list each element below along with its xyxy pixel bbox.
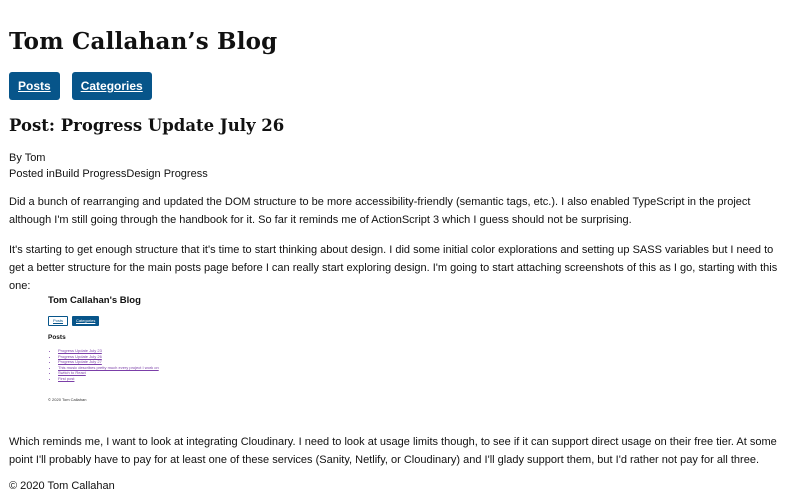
site-title: Tom Callahan’s Blog <box>9 28 278 55</box>
screenshot-list-item: • Progress Update July 23 <box>58 348 159 354</box>
post-title: Post: Progress Update July 26 <box>9 116 285 135</box>
screenshot-site-title: Tom Callahan's Blog <box>48 295 141 306</box>
post-paragraph-3: Which reminds me, I want to look at integrating Cloudinary. I need to look at usage limits though, to see if it can support direct usage on their free tier. At some point I'll probably have to pay for at least one of these services (Sanity, Netlify, or Cloudinary) and I'll glady support them, but I'd rather not pay for all three. <box>9 436 777 466</box>
post-author: By Tom <box>9 152 46 164</box>
screenshot-list-item: • Progress Update July 26 <box>58 354 159 360</box>
screenshot-post-list <box>53 348 159 382</box>
screenshot-nav <box>48 316 99 326</box>
screenshot-categories-button: Categories <box>72 316 99 326</box>
nav-categories-button[interactable]: Categories <box>72 72 152 100</box>
post-paragraph-1: Did a bunch of rearranging and updated the DOM structure to be more accessibility-friendly (semantic tags, etc.). I also enabled TypeScript in the project although I'm still going through the handbook for it. So far it reminds me of ActionScript 3 which I guess should not be surprising. <box>9 196 751 226</box>
screenshot-posts-button: Posts <box>48 316 68 326</box>
screenshot-list-item: • Switch to React <box>58 370 159 376</box>
post-paragraph-2: It's starting to get enough structure that it's time to start thinking about design. I did some initial color explorations and setting up SASS variables but I need to get a better structure for the main posts page before I can really start exploring design. I'm going to start attaching screenshots of this as I go, starting with this one: <box>9 244 778 292</box>
screenshot-list-item: • Progress Update July 27 <box>58 359 159 365</box>
page-footer: © 2020 Tom Callahan <box>9 480 115 492</box>
main-nav <box>9 72 152 100</box>
screenshot-footer: © 2020 Tom Callahan <box>48 397 87 402</box>
embedded-screenshot <box>43 292 223 412</box>
post-categories: Posted inBuild ProgressDesign Progress <box>9 168 208 180</box>
screenshot-list-item: • First post <box>58 376 159 382</box>
nav-posts-button[interactable]: Posts <box>9 72 60 100</box>
screenshot-heading: Posts <box>48 334 66 341</box>
screenshot-list-item: • This music describes pretty much every project I work on <box>58 365 159 371</box>
